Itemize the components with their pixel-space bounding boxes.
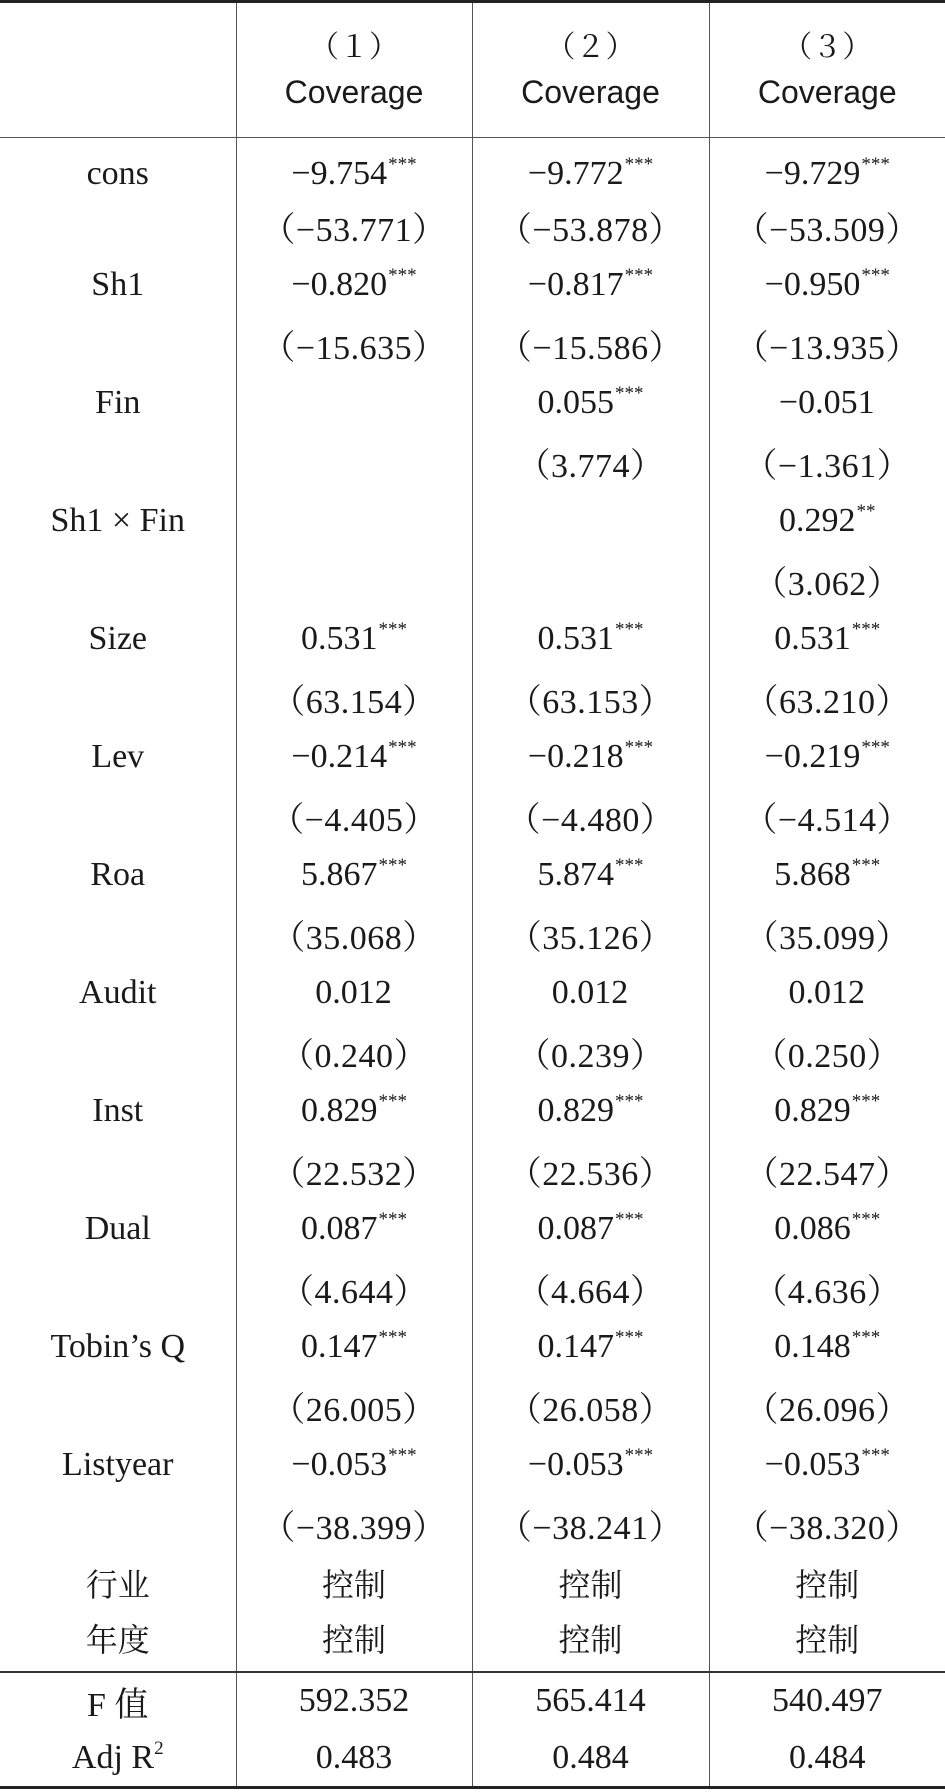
variable-name: Sh1 × Fin [50, 502, 185, 539]
variable-name: Sh1 [91, 266, 145, 303]
variable-name: Audit [79, 974, 157, 1011]
coefficient-value: 0.147 [301, 1328, 378, 1365]
t-statistic-row [0, 551, 945, 610]
variable-name: Dual [84, 1210, 151, 1247]
coefficient-value: −9.729 [764, 155, 861, 193]
coefficient-row [0, 1200, 945, 1259]
table-footer [0, 1672, 945, 1788]
header-row [0, 2, 945, 138]
significance-stars: *** [615, 619, 644, 640]
t-statistic: （−38.241） [472, 1495, 709, 1554]
statistic-value: 0.484 [709, 1730, 945, 1788]
coefficient-value: 0.055 [537, 384, 614, 421]
control-label: 行业 [85, 1566, 150, 1604]
t-statistic: （22.532） [236, 1141, 472, 1200]
significance-stars: *** [624, 1445, 654, 1466]
variable-name: Listyear [62, 1446, 174, 1483]
coefficient-value: 0.829 [774, 1092, 851, 1129]
significance-stars: *** [615, 383, 644, 404]
coefficient-cell [236, 846, 472, 905]
coefficient-value: −0.053 [527, 1446, 624, 1483]
control-row [0, 1554, 945, 1613]
column-header-1 [236, 2, 472, 138]
t-statistic: （−15.635） [236, 315, 472, 374]
t-statistic: （−53.771） [236, 197, 472, 256]
column-number: （２） [545, 31, 636, 64]
coefficient-cell [709, 1200, 945, 1259]
statistic-value: 0.483 [236, 1730, 472, 1788]
coefficient-cell [236, 964, 472, 1023]
significance-stars: *** [378, 855, 407, 876]
coefficient-cell [236, 1436, 472, 1495]
coefficient-row [0, 964, 945, 1023]
coefficient-value: −0.817 [527, 266, 624, 303]
variable-name: Size [88, 620, 148, 657]
column-header-2 [472, 2, 709, 138]
statistic-label-superscript: 2 [154, 1737, 164, 1759]
column-header-3 [709, 2, 945, 138]
coefficient-value: 0.531 [537, 620, 614, 657]
coefficient-cell [472, 492, 709, 551]
significance-stars: *** [861, 1445, 890, 1466]
coefficient-value: −9.772 [527, 155, 624, 193]
significance-stars: *** [615, 855, 644, 876]
t-statistic: （26.005） [236, 1377, 472, 1436]
coefficient-cell [472, 374, 709, 433]
coefficient-cell [236, 256, 472, 315]
significance-stars: *** [851, 619, 881, 640]
coefficient-value: 0.829 [537, 1092, 614, 1129]
table-header [0, 2, 945, 138]
significance-stars: *** [615, 1209, 644, 1230]
coefficient-value: −0.219 [764, 738, 861, 775]
coefficient-value: −0.820 [291, 266, 388, 303]
coefficient-cell [709, 846, 945, 905]
dependent-variable: Coverage [757, 74, 897, 110]
coefficient-row [0, 610, 945, 669]
dependent-variable: Coverage [521, 74, 660, 110]
t-statistic: （−15.586） [472, 315, 709, 374]
blank-label-cell [0, 669, 236, 728]
t-statistic [236, 551, 472, 610]
t-statistic: （63.153） [472, 669, 709, 728]
control-value: 控制 [472, 1613, 709, 1672]
t-statistic: （3.062） [709, 551, 945, 610]
coefficient-cell [472, 1200, 709, 1259]
t-statistic-row [0, 1023, 945, 1082]
coefficient-row [0, 728, 945, 787]
variable-name: cons [86, 155, 149, 193]
significance-stars: *** [388, 265, 417, 286]
coefficient-value: −0.053 [764, 1446, 861, 1483]
significance-stars: *** [378, 1209, 407, 1230]
control-label: 年度 [85, 1620, 150, 1659]
statistic-row [0, 1730, 945, 1788]
control-row [0, 1613, 945, 1672]
t-statistic: （26.058） [472, 1377, 709, 1436]
significance-stars: *** [624, 154, 654, 176]
control-value: 控制 [472, 1554, 709, 1613]
blank-label-cell [0, 315, 236, 374]
dependent-variable: Coverage [284, 74, 424, 110]
coefficient-value: 0.086 [774, 1210, 851, 1247]
statistic-value: 565.414 [472, 1672, 709, 1730]
coefficient-value: 5.874 [537, 856, 614, 893]
significance-stars: *** [388, 737, 417, 758]
significance-stars: *** [861, 154, 890, 176]
t-statistic: （22.547） [709, 1141, 945, 1200]
t-statistic: （22.536） [472, 1141, 709, 1200]
coefficient-cell [709, 492, 945, 551]
t-statistic: （−4.480） [472, 787, 709, 846]
coefficient-row [0, 846, 945, 905]
t-statistic: （0.239） [472, 1023, 709, 1082]
coefficient-row [0, 492, 945, 551]
blank-label-cell [0, 905, 236, 964]
t-statistic: （63.154） [236, 669, 472, 728]
coefficient-cell [709, 728, 945, 787]
t-statistic-row [0, 197, 945, 256]
t-statistic: （63.210） [709, 669, 945, 728]
significance-stars: *** [851, 1091, 881, 1112]
statistic-value: 540.497 [709, 1672, 945, 1730]
coefficient-cell [709, 138, 945, 197]
coefficient-cell [236, 728, 472, 787]
t-statistic: （35.099） [709, 905, 945, 964]
coefficient-value: −9.754 [291, 155, 388, 193]
significance-stars: *** [378, 1327, 407, 1348]
coefficient-value: −0.214 [291, 738, 388, 775]
control-value: 控制 [236, 1554, 472, 1613]
coefficient-cell [472, 1436, 709, 1495]
coefficient-cell [472, 256, 709, 315]
significance-stars: *** [851, 855, 881, 876]
t-statistic-row [0, 1377, 945, 1436]
coefficient-cell [472, 846, 709, 905]
coefficient-value: −0.950 [764, 266, 861, 303]
t-statistic-row [0, 905, 945, 964]
significance-stars: *** [851, 1209, 881, 1230]
statistic-label-text: F 值 [87, 1686, 149, 1724]
coefficient-value: −0.053 [291, 1446, 388, 1483]
t-statistic-row [0, 315, 945, 374]
coefficient-row [0, 138, 945, 197]
column-number: （３） [782, 31, 873, 64]
t-statistic-row [0, 433, 945, 492]
statistic-label [0, 1672, 236, 1730]
t-statistic: （−13.935） [709, 315, 945, 374]
significance-stars: *** [624, 737, 654, 758]
control-value: 控制 [236, 1613, 472, 1672]
coefficient-value: 5.868 [774, 856, 851, 893]
blank-label-cell [0, 787, 236, 846]
table-body [0, 138, 945, 1672]
coefficient-value: 5.867 [301, 856, 378, 893]
coefficient-value: 0.087 [301, 1210, 378, 1247]
t-statistic: （−38.320） [709, 1495, 945, 1554]
coefficient-cell [236, 610, 472, 669]
coefficient-cell [472, 964, 709, 1023]
t-statistic: （−53.878） [472, 197, 709, 256]
coefficient-cell [709, 1318, 945, 1377]
coefficient-row [0, 1436, 945, 1495]
coefficient-row [0, 1082, 945, 1141]
variable-name: Roa [90, 856, 146, 893]
t-statistic: （4.644） [236, 1259, 472, 1318]
significance-stars: *** [861, 737, 890, 758]
coefficient-cell [472, 728, 709, 787]
statistic-value: 592.352 [236, 1672, 472, 1730]
blank-label-cell [0, 1141, 236, 1200]
significance-stars: *** [378, 619, 407, 640]
coefficient-row [0, 256, 945, 315]
coefficient-value: −0.051 [778, 384, 875, 421]
coefficient-value: 0.148 [774, 1328, 851, 1365]
coefficient-cell [709, 256, 945, 315]
variable-name: Lev [91, 738, 145, 775]
t-statistic: （−4.514） [709, 787, 945, 846]
significance-stars: *** [378, 1091, 407, 1112]
t-statistic: （4.636） [709, 1259, 945, 1318]
t-statistic: （−4.405） [236, 787, 472, 846]
coefficient-cell [236, 1200, 472, 1259]
blank-label-cell [0, 433, 236, 492]
significance-stars: *** [615, 1091, 644, 1112]
t-statistic: （4.664） [472, 1259, 709, 1318]
coefficient-value: 0.147 [537, 1328, 614, 1365]
coefficient-cell [709, 1082, 945, 1141]
coefficient-cell [472, 138, 709, 197]
coefficient-cell [709, 374, 945, 433]
t-statistic: （3.774） [472, 433, 709, 492]
significance-stars: *** [388, 1445, 417, 1466]
significance-stars: *** [861, 265, 890, 286]
blank-label-cell [0, 1259, 236, 1318]
control-value: 控制 [709, 1613, 945, 1672]
blank-label-cell [0, 1023, 236, 1082]
significance-stars: *** [615, 1327, 644, 1348]
t-statistic: （−38.399） [236, 1495, 472, 1554]
coefficient-cell [709, 610, 945, 669]
blank-label-cell [0, 197, 236, 256]
t-statistic: （35.068） [236, 905, 472, 964]
coefficient-cell [236, 138, 472, 197]
column-number: （１） [309, 31, 399, 64]
coefficient-value: 0.012 [788, 974, 865, 1011]
variable-name: Tobin’s Q [50, 1328, 186, 1365]
coefficient-value: 0.012 [551, 974, 629, 1011]
statistic-label [0, 1730, 236, 1788]
t-statistic-row [0, 1141, 945, 1200]
significance-stars: *** [851, 1327, 881, 1348]
coefficient-value: 0.829 [301, 1092, 378, 1129]
t-statistic-row [0, 1495, 945, 1554]
t-statistic-row [0, 1259, 945, 1318]
coefficient-value: 0.087 [537, 1210, 614, 1247]
significance-stars: *** [388, 154, 417, 176]
t-statistic [472, 551, 709, 610]
header-blank-cell [0, 2, 236, 138]
t-statistic: （26.096） [709, 1377, 945, 1436]
coefficient-cell [236, 1082, 472, 1141]
control-value: 控制 [709, 1554, 945, 1613]
coefficient-cell [472, 610, 709, 669]
t-statistic: （0.240） [236, 1023, 472, 1082]
coefficient-cell [236, 374, 472, 433]
variable-name: Inst [92, 1092, 144, 1129]
statistic-label-text: Adj R [71, 1738, 155, 1776]
coefficient-value: 0.531 [301, 620, 378, 657]
coefficient-cell [709, 964, 945, 1023]
statistic-value: 0.484 [472, 1730, 709, 1788]
t-statistic: （0.250） [709, 1023, 945, 1082]
coefficient-cell [709, 1436, 945, 1495]
significance-stars: *** [624, 265, 654, 286]
t-statistic-row [0, 669, 945, 728]
coefficient-value: −0.218 [527, 738, 624, 775]
coefficient-cell [472, 1082, 709, 1141]
blank-label-cell [0, 1377, 236, 1436]
blank-label-cell [0, 551, 236, 610]
t-statistic: （−53.509） [709, 197, 945, 256]
variable-name: Fin [95, 384, 141, 421]
coefficient-cell [472, 1318, 709, 1377]
coefficient-value: 0.292 [779, 502, 856, 539]
t-statistic: （−1.361） [709, 433, 945, 492]
coefficient-cell [236, 492, 472, 551]
coefficient-row [0, 374, 945, 433]
t-statistic: （35.126） [472, 905, 709, 964]
t-statistic [236, 433, 472, 492]
coefficient-row [0, 1318, 945, 1377]
t-statistic-row [0, 787, 945, 846]
statistic-row [0, 1672, 945, 1730]
coefficient-cell [236, 1318, 472, 1377]
blank-label-cell [0, 1495, 236, 1554]
significance-stars: ** [856, 501, 876, 522]
coefficient-value: 0.531 [774, 620, 851, 657]
coefficient-value: 0.012 [315, 974, 392, 1011]
